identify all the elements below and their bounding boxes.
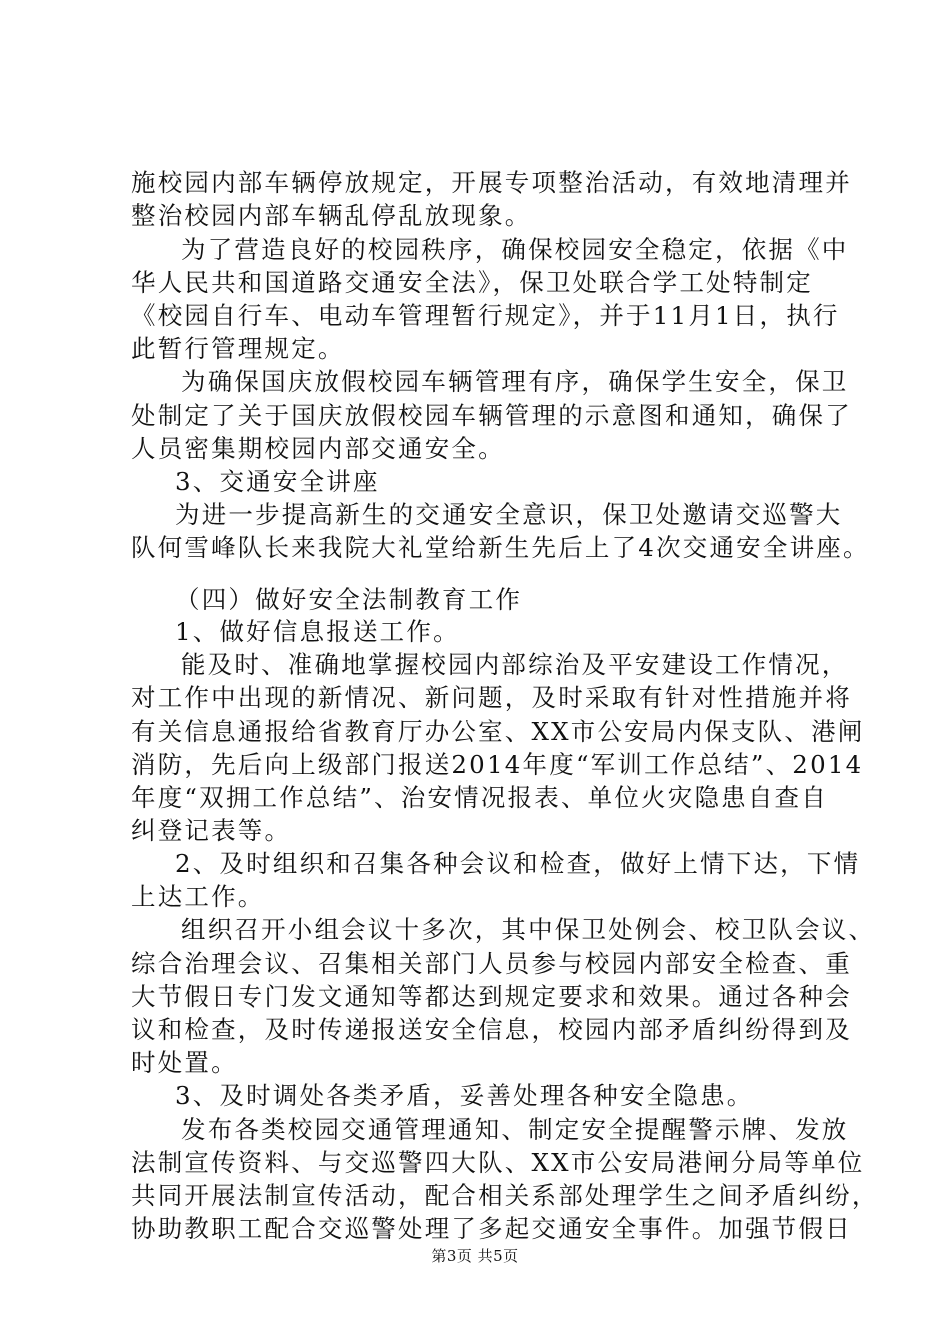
paragraph-line: 共同开展法制宣传活动，配合相关系部处理学生之间矛盾纠纷， bbox=[131, 1181, 879, 1210]
paragraph-line: 处制定了关于国庆放假校园车辆管理的示意图和通知，确保了 bbox=[131, 401, 852, 430]
paragraph-line: 此暂行管理规定。 bbox=[131, 334, 345, 363]
paragraph-line: 队何雪峰队长来我院大礼堂给新生先后上了4次交通安全讲座。 bbox=[131, 533, 870, 562]
section-heading: （四）做好安全法制教育工作 bbox=[175, 585, 523, 614]
page-footer: 第3页 共5页 bbox=[431, 1247, 519, 1265]
paragraph-line: 消防，先后向上级部门报送2014年度“军训工作总结”、2014 bbox=[131, 750, 864, 779]
paragraph-line: 法制宣传资料、与交巡警四大队、XX市公安局港闸分局等单位 bbox=[131, 1148, 865, 1177]
paragraph-line: 《校园自行车、电动车管理暂行规定》，并于11月1日，执行 bbox=[131, 301, 840, 330]
paragraph-line: 议和检查，及时传递报送安全信息，校园内部矛盾纠纷得到及 bbox=[131, 1015, 852, 1044]
paragraph-line: 综合治理会议、召集相关部门人员参与校园内部安全检查、重 bbox=[131, 949, 852, 978]
paragraph-line: 人员密集期校园内部交通安全。 bbox=[131, 434, 505, 463]
paragraph-line: 为了营造良好的校园秩序，确保校园安全稳定，依据《中 bbox=[181, 235, 849, 264]
section-heading: 3、及时调处各类矛盾，妥善处理各种安全隐患。 bbox=[175, 1081, 754, 1110]
paragraph-line: 能及时、准确地掌握校园内部综治及平安建设工作情况， bbox=[181, 650, 849, 679]
paragraph-line: 纠登记表等。 bbox=[131, 816, 292, 845]
paragraph-line: 上达工作。 bbox=[131, 882, 265, 911]
paragraph-line: 华人民共和国道路交通安全法》，保卫处联合学工处特制定 bbox=[131, 268, 813, 297]
paragraph-line: 年度“双拥工作总结”、治安情况报表、单位火灾隐患自查自 bbox=[131, 783, 828, 812]
section-heading: 3、交通安全讲座 bbox=[175, 467, 380, 496]
paragraph-line: 大节假日专门发文通知等都达到规定要求和效果。通过各种会 bbox=[131, 982, 852, 1011]
paragraph-line: 施校园内部车辆停放规定，开展专项整治活动，有效地清理并 bbox=[131, 168, 852, 197]
section-heading: 1、做好信息报送工作。 bbox=[175, 617, 460, 646]
paragraph-line: 整治校园内部车辆乱停乱放现象。 bbox=[131, 201, 532, 230]
paragraph-line: 协助教职工配合交巡警处理了多起交通安全事件。加强节假日 bbox=[131, 1214, 852, 1243]
paragraph-line: 为确保国庆放假校园车辆管理有序，确保学生安全，保卫 bbox=[181, 367, 849, 396]
paragraph-line: 对工作中出现的新情况、新问题，及时采取有针对性措施并将 bbox=[131, 683, 852, 712]
section-heading: 2、及时组织和召集各种会议和检查，做好上情下达，下情 bbox=[175, 849, 861, 878]
paragraph-line: 组织召开小组会议十多次，其中保卫处例会、校卫队会议、 bbox=[181, 915, 876, 944]
paragraph-line: 为进一步提高新生的交通安全意识，保卫处邀请交巡警大 bbox=[175, 500, 843, 529]
paragraph-line: 有关信息通报给省教育厅办公室、XX市公安局内保支队、港闸 bbox=[131, 717, 865, 746]
paragraph-line: 时处置。 bbox=[131, 1048, 238, 1077]
paragraph-line: 发布各类校园交通管理通知、制定安全提醒警示牌、发放 bbox=[181, 1115, 849, 1144]
